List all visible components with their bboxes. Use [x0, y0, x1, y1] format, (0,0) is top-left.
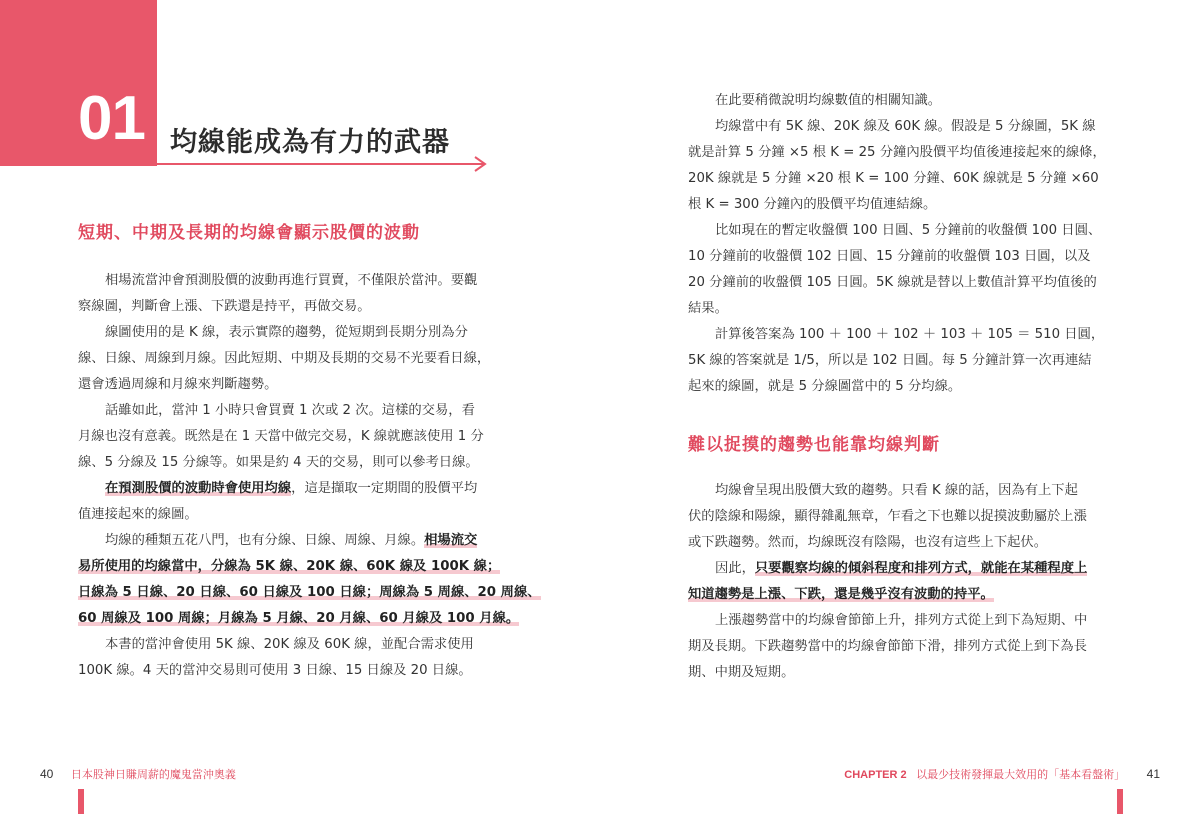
right-footer-bar — [1117, 789, 1123, 814]
text-line: 比如現在的暫定收盤價 100 日圓、5 分鐘前的收盤價 100 日圓、 — [715, 223, 1102, 238]
text-line — [688, 582, 1133, 608]
text-fragment: 均線的種類五花八門，也有分線、日線、周線、月線。 — [105, 533, 425, 548]
left-footer-bar — [78, 789, 84, 814]
text-line: 20K 線就是 5 分鐘 ×20 根 K = 100 分鐘、60K 線就是 5 分鐘 ×60 — [688, 171, 1099, 186]
highlighted-text: 易所使用的均線當中，分線為 5K 線、20K 線、60K 線及 100K 線； — [78, 559, 501, 574]
chapter-label: CHAPTER 2 — [844, 769, 907, 781]
highlighted-text: 在預測股價的波動時會使用均線 — [105, 481, 292, 496]
highlighted-text: 只要觀察均線的傾斜程度和排列方式，就能在某種程度上 — [754, 561, 1088, 576]
left-body — [78, 268, 541, 684]
left-footer — [40, 766, 236, 782]
text-line — [688, 556, 1133, 582]
text-line — [78, 580, 541, 606]
text-line: 話雖如此，當沖 1 小時只會買賣 1 次或 2 次。這樣的交易，看 — [105, 403, 475, 418]
text-fragment: ，這是擷取一定期間的股價平均 — [291, 481, 478, 496]
text-line: 100K 線。4 天的當沖交易則可使用 3 日線、15 日線及 20 日線。 — [78, 663, 472, 678]
text-line: 伏的陰線和陽線，顯得雜亂無章，乍看之下也難以捉摸波動屬於上漲 — [688, 509, 1087, 524]
chapter-subtitle: 以最少技術發揮最大效用的「基本看盤術」 — [916, 768, 1126, 781]
right-body-top — [688, 88, 1133, 400]
text-line: 本書的當沖會使用 5K 線、20K 線及 60K 線，並配合需求使用 — [105, 637, 474, 652]
text-line: 相場流當沖會預測股價的波動再進行買賣，不僅限於當沖。要觀 — [105, 273, 478, 288]
text-fragment: 因此， — [715, 561, 755, 576]
text-line: 月線也沒有意義。既然是在 1 天當中做完交易，K 線就應該使用 1 分 — [78, 429, 484, 444]
text-line: 在此要稍微說明均線數值的相關知識。 — [715, 93, 942, 108]
highlighted-text: 知道趨勢是上漲、下跌，還是幾乎沒有波動的持平。 — [688, 587, 994, 602]
text-line: 10 分鐘前的收盤價 102 日圓、15 分鐘前的收盤價 103 日圓，以及 — [688, 249, 1091, 264]
text-line: 均線會呈現出股價大致的趨勢。只看 K 線的話，因為有上下起 — [715, 483, 1078, 498]
text-line: 上漲趨勢當中的均線會節節上升，排列方式從上到下為短期、中 — [715, 613, 1088, 628]
right-body-bottom — [688, 478, 1133, 686]
section-number-block — [0, 0, 157, 166]
book-title: 日本股神日賺周薪的魔鬼當沖奧義 — [70, 768, 236, 781]
text-line: 20 分鐘前的收盤價 105 日圓。5K 線就是替以上數值計算平均值後的 — [688, 275, 1097, 290]
text-line — [78, 528, 518, 554]
text-line: 線、日線、周線到月線。因此短期、中期及長期的交易不光要看日線， — [78, 351, 491, 366]
text-line — [78, 606, 518, 632]
text-line: 計算後答案為 100 ＋ 100 ＋ 102 ＋ 103 ＋ 105 ＝ 510 日圓， — [715, 327, 1105, 342]
text-line: 值連接起來的線圖。 — [78, 507, 198, 522]
title-underline-arrow-icon — [157, 155, 492, 175]
chapter-title: 均線能成為有力的武器 — [170, 127, 450, 158]
text-line: 期、中期及短期。 — [688, 665, 795, 680]
text-line: 均線當中有 5K 線、20K 線及 60K 線。假設是 5 分線圖，5K 線 — [715, 119, 1096, 134]
text-line — [78, 476, 518, 502]
text-line: 線、5 分線及 15 分線等。如果是約 4 天的交易，則可以參考日線。 — [78, 455, 479, 470]
left-subheading: 短期、中期及長期的均線會顯示股價的波動 — [78, 223, 420, 243]
section-number: 01 — [78, 84, 145, 153]
page-number: 41 — [1146, 767, 1160, 781]
text-line: 期及長期。下跌趨勢當中的均線會節節下滑，排列方式從上到下為長 — [688, 639, 1087, 654]
text-line: 根 K = 300 分鐘內的股價平均值連結線。 — [688, 197, 937, 212]
text-line: 線圖使用的是 K 線，表示實際的趨勢，從短期到長期分別為分 — [105, 325, 468, 340]
text-line: 結果。 — [688, 301, 728, 316]
right-footer — [844, 766, 1160, 782]
highlighted-text: 60 周線及 100 周線；月線為 5 月線、20 月線、60 月線及 100 月線。 — [78, 611, 520, 626]
text-line: 還會透過周線和月線來判斷趨勢。 — [78, 377, 278, 392]
text-line: 就是計算 5 分鐘 ×5 根 K = 25 分鐘內股價平均值後連接起來的線條， — [688, 145, 1106, 160]
highlighted-text: 相場流交 — [424, 533, 478, 548]
text-line: 察線圖，判斷會上漲、下跌還是持平，再做交易。 — [78, 299, 371, 314]
page-number: 40 — [40, 767, 54, 781]
text-line: 或下跌趨勢。然而，均線既沒有陰陽，也沒有這些上下起伏。 — [688, 535, 1048, 550]
highlighted-text: 日線為 5 日線、20 日線、60 日線及 100 日線；周線為 5 周線、20 周線、 — [78, 585, 541, 600]
text-line — [78, 554, 518, 580]
text-line: 起來的線圖，就是 5 分線圖當中的 5 分均線。 — [688, 379, 962, 394]
right-subheading: 難以捉摸的趨勢也能靠均線判斷 — [688, 435, 940, 455]
text-line: 5K 線的答案就是 1/5，所以是 102 日圓。每 5 分鐘計算一次再連結 — [688, 353, 1092, 368]
